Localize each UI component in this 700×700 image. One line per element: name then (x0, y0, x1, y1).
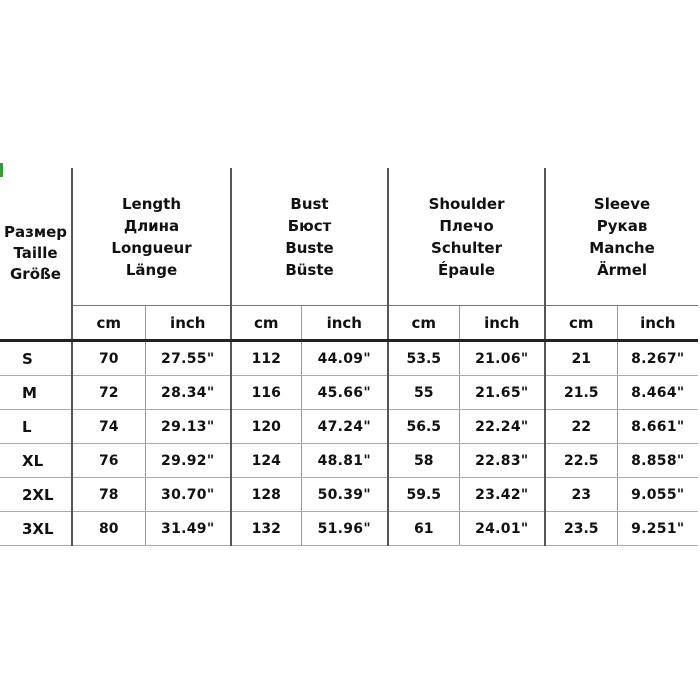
size-cell: 3XL (0, 512, 72, 546)
bust-label-ru: Бюст (287, 216, 332, 235)
shoulder-inch-cell: 22.24" (459, 410, 545, 444)
length-inch-cell: 29.13" (145, 410, 231, 444)
shoulder-inch-cell: 21.65" (459, 376, 545, 410)
bust-label-en: Bust (290, 194, 329, 213)
sleeve-inch-cell: 9.055" (617, 478, 698, 512)
shoulder-cm-cell: 58 (388, 444, 459, 478)
shoulder-cm-cell: 59.5 (388, 478, 459, 512)
sleeve-label-en: Sleeve (593, 194, 651, 213)
bust-inch-header: inch (301, 306, 388, 341)
size-header-ru: Размер (3, 223, 67, 241)
shoulder-cm-header: cm (388, 306, 459, 341)
shoulder-cm-cell: 61 (388, 512, 459, 546)
length-label-de: Länge (125, 260, 178, 279)
length-cm-cell: 78 (72, 478, 145, 512)
shoulder-inch-cell: 21.06" (459, 341, 545, 376)
length-cm-cell: 72 (72, 376, 145, 410)
sleeve-label-de: Ärmel (597, 260, 648, 279)
length-cm-cell: 76 (72, 444, 145, 478)
sleeve-inch-cell: 9.251" (617, 512, 698, 546)
table-row (0, 376, 698, 410)
length-cm-header: cm (72, 306, 145, 341)
length-inch-cell: 30.70" (145, 478, 231, 512)
bust-column-header (231, 168, 388, 306)
bust-cm-cell: 116 (231, 376, 301, 410)
sleeve-cm-cell: 21 (545, 341, 617, 376)
length-inch-cell: 29.92" (145, 444, 231, 478)
size-cell: S (0, 341, 72, 376)
sleeve-cm-cell: 23.5 (545, 512, 617, 546)
length-label-en: Length (122, 194, 181, 213)
table-row (0, 478, 698, 512)
size-header-de: Größe (10, 265, 61, 283)
shoulder-column-header (388, 168, 545, 306)
length-label-fr: Longueur (111, 238, 192, 257)
shoulder-inch-cell: 22.83" (459, 444, 545, 478)
table-row (0, 410, 698, 444)
length-label-ru: Длина (123, 216, 180, 235)
length-column-header (72, 168, 231, 306)
size-cell: M (0, 376, 72, 410)
sleeve-inch-cell: 8.858" (617, 444, 698, 478)
length-inch-cell: 27.55" (145, 341, 231, 376)
bust-inch-cell: 44.09" (301, 341, 388, 376)
sleeve-column-header (545, 168, 698, 306)
sleeve-cm-cell: 23 (545, 478, 617, 512)
bust-label-fr: Buste (285, 238, 334, 257)
length-cm-cell: 74 (72, 410, 145, 444)
sleeve-inch-cell: 8.661" (617, 410, 698, 444)
size-cell: L (0, 410, 72, 444)
shoulder-cm-cell: 55 (388, 376, 459, 410)
bust-cm-cell: 124 (231, 444, 301, 478)
sleeve-inch-cell: 8.464" (617, 376, 698, 410)
header-label-row (0, 168, 698, 306)
shoulder-cm-cell: 53.5 (388, 341, 459, 376)
bust-label-de: Büste (285, 260, 334, 279)
sleeve-cm-cell: 21.5 (545, 376, 617, 410)
bust-cm-cell: 132 (231, 512, 301, 546)
shoulder-label-ru: Плечо (439, 216, 494, 235)
table-row (0, 512, 698, 546)
bust-cm-header: cm (231, 306, 301, 341)
size-cell: 2XL (0, 478, 72, 512)
sleeve-cm-cell: 22 (545, 410, 617, 444)
bust-cm-cell: 128 (231, 478, 301, 512)
sleeve-cm-cell: 22.5 (545, 444, 617, 478)
shoulder-cm-cell: 56.5 (388, 410, 459, 444)
table-row (0, 341, 698, 376)
sleeve-inch-cell: 8.267" (617, 341, 698, 376)
unit-header-row (0, 306, 698, 341)
shoulder-inch-cell: 23.42" (459, 478, 545, 512)
bust-inch-cell: 47.24" (301, 410, 388, 444)
length-inch-cell: 28.34" (145, 376, 231, 410)
bust-inch-cell: 51.96" (301, 512, 388, 546)
bust-cm-cell: 120 (231, 410, 301, 444)
sleeve-cm-header: cm (545, 306, 617, 341)
size-chart-table (0, 168, 698, 546)
shoulder-inch-cell: 24.01" (459, 512, 545, 546)
shoulder-inch-header: inch (459, 306, 545, 341)
length-cm-cell: 70 (72, 341, 145, 376)
shoulder-label-fr: Épaule (437, 260, 496, 279)
shoulder-label-de: Schulter (431, 238, 502, 257)
length-cm-cell: 80 (72, 512, 145, 546)
size-column-header (0, 168, 72, 341)
length-inch-header: inch (145, 306, 231, 341)
size-cell: XL (0, 444, 72, 478)
shoulder-label-en: Shoulder (428, 194, 505, 213)
bust-cm-cell: 112 (231, 341, 301, 376)
bust-inch-cell: 48.81" (301, 444, 388, 478)
table-row (0, 444, 698, 478)
length-inch-cell: 31.49" (145, 512, 231, 546)
sleeve-label-fr: Manche (589, 238, 655, 257)
bust-inch-cell: 45.66" (301, 376, 388, 410)
sleeve-inch-header: inch (617, 306, 698, 341)
sleeve-label-ru: Рукав (596, 216, 648, 235)
bust-inch-cell: 50.39" (301, 478, 388, 512)
size-header-fr: Taille (13, 244, 58, 262)
